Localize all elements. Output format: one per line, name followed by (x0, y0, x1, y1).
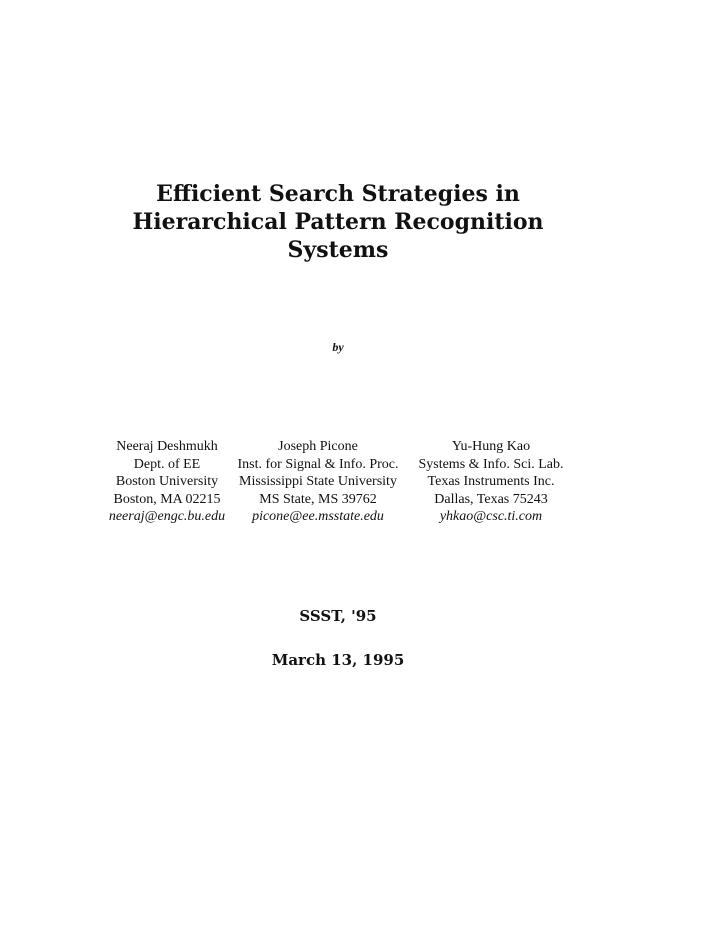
author-name: Joseph Picone (278, 439, 358, 454)
title-line-1: Efficient Search Strategies in (156, 181, 520, 207)
author-deshmukh (108, 438, 226, 526)
author-email: neeraj@engc.bu.edu (108, 509, 226, 524)
author-institution: Boston University (115, 474, 219, 489)
paper-title (0, 180, 676, 264)
title-line-2: Hierarchical Pattern Recognition (132, 209, 544, 235)
by-label: by (332, 340, 344, 354)
author-dept: Systems & Info. Sci. Lab. (418, 456, 564, 472)
author-location: MS State, MS 39762 (259, 491, 377, 507)
title-line-3: Systems (287, 237, 389, 263)
author-institution: Texas Instruments Inc. (427, 474, 555, 489)
author-location: Dallas, Texas 75243 (434, 491, 548, 507)
author-picone (226, 438, 410, 526)
venue: SSST, '95 (299, 607, 377, 625)
author-email: picone@ee.msstate.edu (252, 509, 384, 524)
author-name: Yu-Hung Kao (451, 439, 531, 454)
author-institution: Mississippi State University (239, 474, 397, 489)
author-name: Neeraj Deshmukh (116, 439, 218, 454)
author-location: Boston, MA 02215 (113, 491, 221, 507)
author-dept: Inst. for Signal & Info. Proc. (237, 456, 399, 472)
date: March 13, 1995 (271, 651, 405, 669)
author-kao (410, 438, 572, 526)
author-dept: Dept. of EE (133, 456, 201, 472)
author-email: yhkao@csc.ti.com (439, 509, 543, 524)
author-block (108, 438, 572, 526)
